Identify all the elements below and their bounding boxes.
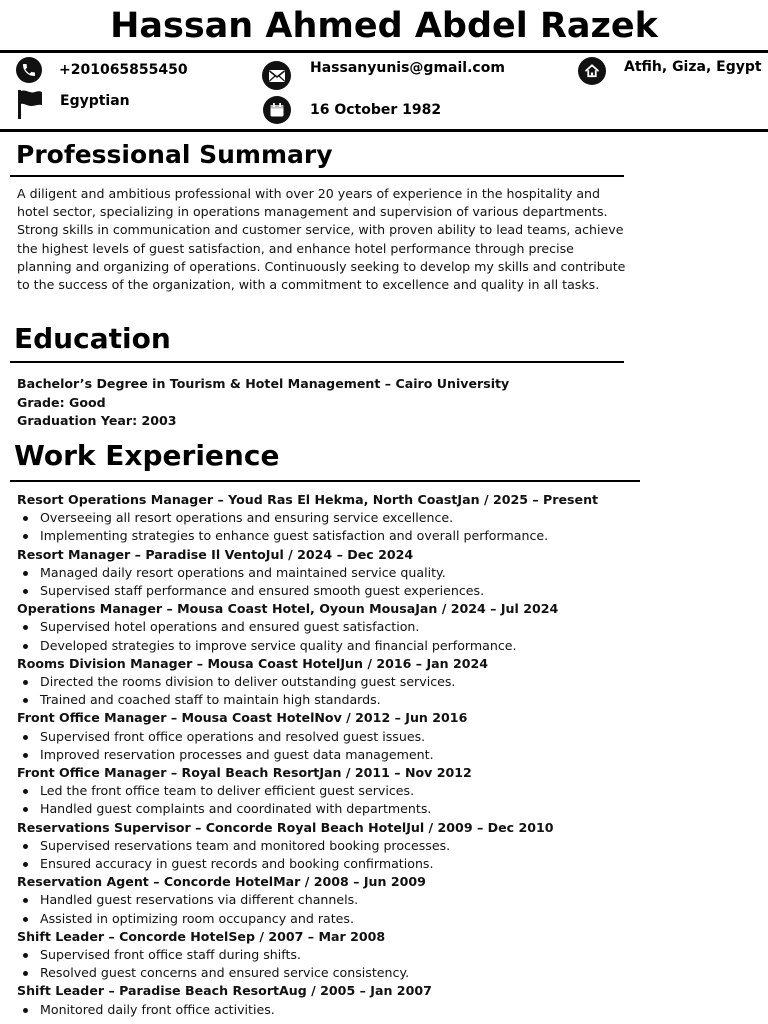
envelope-icon bbox=[262, 61, 291, 90]
job-bullet: Handled guest complaints and coordinated with departments. bbox=[17, 800, 757, 818]
home-icon bbox=[578, 57, 606, 85]
job-title: Reservations Supervisor – Concorde Royal Beach HotelJul / 2009 – Dec 2010 bbox=[17, 819, 554, 835]
job-bullet: Supervised reservations team and monitored booking processes. bbox=[17, 837, 757, 855]
job-entry bbox=[17, 655, 757, 710]
job-bullet: Assisted in optimizing room occupancy and rates. bbox=[17, 910, 757, 928]
header-bottom-rule bbox=[0, 129, 768, 132]
location-contact bbox=[578, 57, 606, 85]
education-block bbox=[17, 375, 509, 431]
job-bullet: Improved reservation processes and guest data management. bbox=[17, 746, 757, 764]
work-list bbox=[17, 491, 757, 1019]
summary-rule bbox=[10, 175, 624, 177]
candidate-name: Hassan Ahmed Abdel Razek bbox=[110, 6, 658, 46]
location-value: Atfih, Giza, Egypt bbox=[624, 59, 762, 75]
email-contact bbox=[262, 61, 291, 90]
job-title: Front Office Manager – Royal Beach ResortJan / 2011 – Nov 2012 bbox=[17, 765, 472, 781]
job-bullet: Managed daily resort operations and maintained service quality. bbox=[17, 564, 757, 582]
birthdate-value: 16 October 1982 bbox=[310, 102, 442, 118]
education-graduation: Graduation Year: 2003 bbox=[17, 413, 177, 428]
job-title: Rooms Division Manager – Mousa Coast HotelJun / 2016 – Jan 2024 bbox=[17, 655, 489, 671]
job-entry bbox=[17, 982, 757, 1018]
job-title: Reservation Agent – Concorde HotelMar / 2008 – Jun 2009 bbox=[17, 874, 426, 890]
phone-contact bbox=[16, 57, 188, 83]
job-bullet: Trained and coached staff to maintain high standards. bbox=[17, 691, 757, 709]
work-rule bbox=[10, 480, 640, 482]
calendar-icon bbox=[263, 96, 291, 124]
job-bullet: Supervised hotel operations and ensured guest satisfaction. bbox=[17, 618, 757, 636]
education-grade: Grade: Good bbox=[17, 394, 106, 410]
education-heading: Education bbox=[14, 322, 171, 355]
nationality-contact bbox=[16, 88, 130, 124]
phone-icon bbox=[16, 57, 42, 83]
education-rule bbox=[10, 361, 624, 363]
nationality-value: Egyptian bbox=[60, 93, 130, 109]
job-bullet: Developed strategies to improve service quality and financial performance. bbox=[17, 637, 757, 655]
work-heading: Work Experience bbox=[14, 439, 280, 472]
job-entry bbox=[17, 873, 757, 928]
job-entry bbox=[17, 491, 757, 546]
education-degree: Bachelor’s Degree in Tourism & Hotel Management – Cairo University bbox=[17, 376, 510, 391]
job-title: Operations Manager – Mousa Coast Hotel, Oyoun MousaJan / 2024 – Jul 2024 bbox=[17, 601, 559, 617]
job-bullet: Ensured accuracy in guest records and booking confirmations. bbox=[17, 855, 757, 873]
job-bullet: Supervised front office operations and resolved guest issues. bbox=[17, 728, 757, 746]
job-bullet: Supervised front office staff during shifts. bbox=[17, 946, 757, 964]
job-title: Front Office Manager – Mousa Coast HotelNov / 2012 – Jun 2016 bbox=[17, 710, 468, 726]
phone-value: +201065855450 bbox=[59, 62, 188, 78]
job-bullet: Directed the rooms division to deliver outstanding guest services. bbox=[17, 673, 757, 691]
job-entry bbox=[17, 764, 757, 819]
job-entry bbox=[17, 819, 757, 874]
header-top-rule bbox=[0, 50, 768, 53]
job-title: Resort Operations Manager – Youd Ras El Hekma, North CoastJan / 2025 – Present bbox=[17, 492, 599, 507]
job-title: Shift Leader – Paradise Beach ResortAug / 2005 – Jan 2007 bbox=[17, 983, 432, 999]
job-bullet: Resolved guest concerns and ensured service consistency. bbox=[17, 964, 757, 982]
job-entry bbox=[17, 546, 757, 601]
job-bullet: Monitored daily front office activities. bbox=[17, 1001, 757, 1019]
job-title: Shift Leader – Concorde HotelSep / 2007 – Mar 2008 bbox=[17, 928, 386, 944]
job-entry bbox=[17, 709, 757, 764]
email-value[interactable]: Hassanyunis@gmail.com bbox=[310, 60, 505, 76]
job-bullet: Implementing strategies to enhance guest satisfaction and overall performance. bbox=[17, 527, 757, 545]
summary-text: A diligent and ambitious professional with over 20 years of experience in the hospitality and hotel sector, specializing in operations management and supervision of various departments. Strong skills in communication and customer service, with proven ability to lead teams, achieve the highest levels of guest satisfaction, and enhance hotel performance through precise planning and organizing of operations. Continuously seeking to develop my skills and contribute to the success of the organization, with a commitment to excellence and quality in all tasks. bbox=[17, 186, 626, 293]
job-bullet: Overseeing all resort operations and ensuring service excellence. bbox=[17, 509, 757, 527]
job-bullet: Handled guest reservations via different channels. bbox=[17, 891, 757, 909]
job-bullet: Supervised staff performance and ensured smooth guest experiences. bbox=[17, 582, 757, 600]
summary-heading: Professional Summary bbox=[16, 140, 333, 169]
job-bullet: Led the front office team to deliver efficient guest services. bbox=[17, 782, 757, 800]
flag-icon bbox=[16, 88, 44, 124]
job-entry bbox=[17, 600, 757, 655]
job-entry bbox=[17, 928, 757, 983]
job-title: Resort Manager – Paradise Il VentoJul / 2024 – Dec 2024 bbox=[17, 546, 414, 562]
birthdate-contact bbox=[263, 96, 441, 124]
